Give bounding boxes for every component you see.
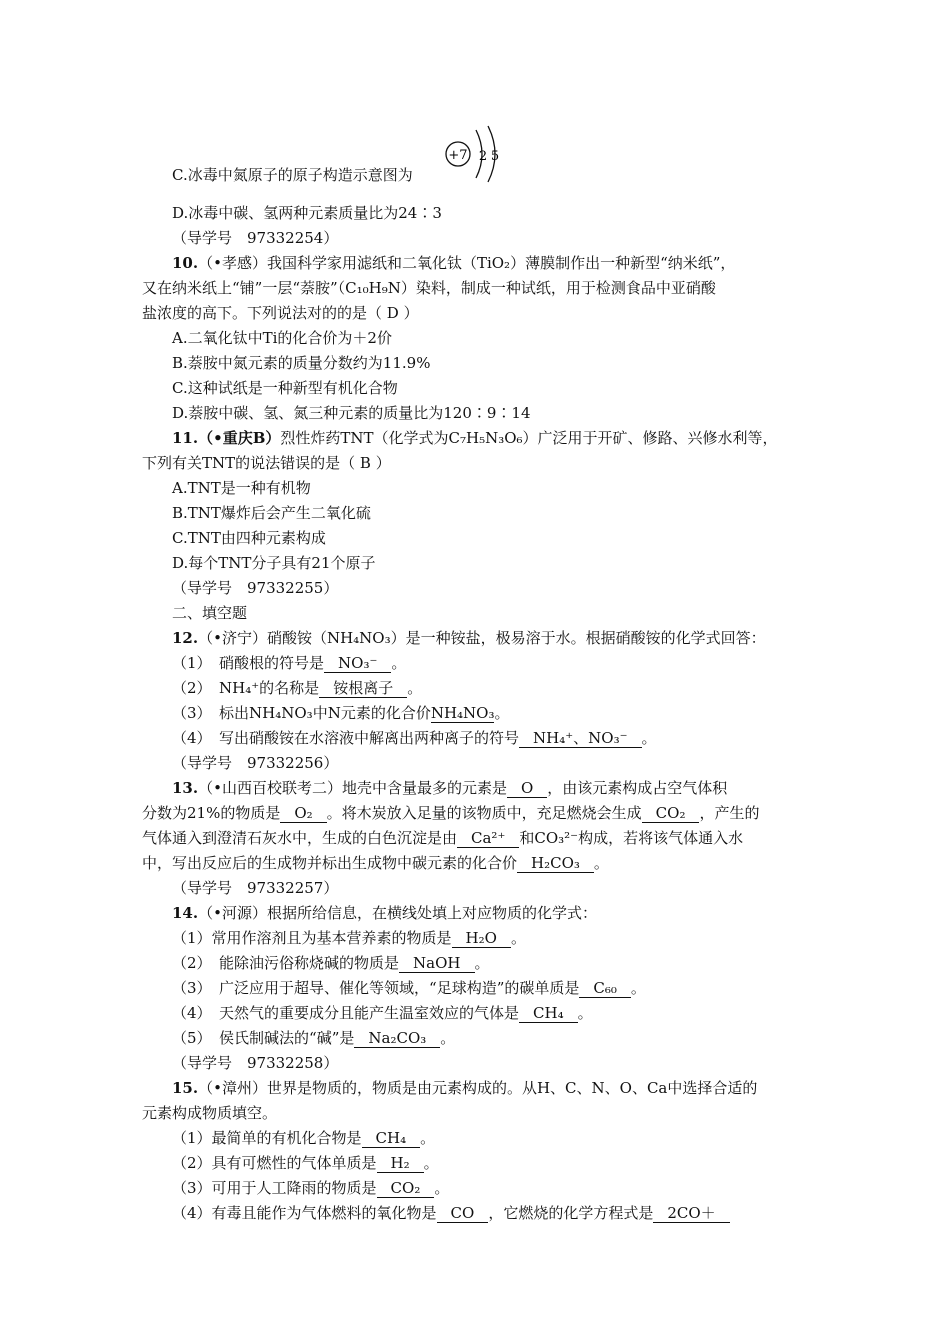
q13-text6: 气体通入到澄清石灰水中，生成的白色沉淀是由 [142, 829, 458, 847]
q9-option-d: D.冰毒中碳、氢两种元素质量比为24∶3 [172, 204, 442, 222]
q14-prompt5: （5） 侯氏制碱法的“碱”是 [172, 1029, 355, 1047]
q12-answer2: 铵根离子 [319, 680, 407, 698]
q14-answer2: NaOH [399, 955, 474, 973]
q13-text2: ，由该元素构成占空气体积 [547, 779, 728, 797]
q14-text1: （•河源）根据所给信息，在横线处填上对应物质的化学式： [198, 904, 597, 922]
q13-answer1: O [507, 780, 547, 798]
q13-answer2: O₂ [280, 805, 326, 823]
q14-prompt2: （2） 能除油污俗称烧碱的物质是 [172, 954, 400, 972]
q14-part3 [172, 978, 646, 998]
q11-option-a: A.TNT是一种有机物 [172, 479, 311, 497]
q15-part1 [172, 1128, 435, 1148]
q14-prompt3: （3） 广泛应用于超导、催化等领域，“足球构造”的碳单质是 [172, 979, 580, 997]
q10-text1: （•孝感）我国科学家用滤纸和二氧化钛（TiO₂）薄膜制作出一种新型“纳米纸”， [198, 254, 736, 272]
q13-line3 [142, 828, 743, 848]
q10-option-c: C.这种试纸是一种新型有机化合物 [172, 379, 398, 397]
q13-answer3: CO₂ [642, 805, 700, 823]
q12-part2 [172, 678, 422, 698]
q11-ref: （导学号 97332255） [172, 579, 339, 597]
q14-answer4: CH₄ [519, 1005, 578, 1023]
q15-text1: （•漳州）世界是物质的，物质是由元素构成的。从H、C、N、O、Ca中选择合适的 [198, 1079, 758, 1097]
q12-text1: （•济宁）硝酸铵（NH₄NO₃）是一种铵盐，极易溶于水。根据硝酸铵的化学式回答： [198, 629, 766, 647]
q12-answer4: NH₄⁺、NO₃⁻ [519, 730, 642, 748]
q11-line1 [172, 428, 778, 448]
q11-text1: 烈性炸药TNT（化学式为C₇H₅N₃O₆）广泛用于开矿、修路、兴修水利等， [280, 429, 778, 447]
period: 。 [593, 854, 609, 872]
q11-line2: 下列有关TNT的说法错误的是（ B ） [142, 454, 391, 472]
q15-number: 15. [172, 1079, 199, 1097]
q14-part4 [172, 1003, 593, 1023]
q10-line1 [172, 253, 735, 273]
q12-prompt3: （3） 标出NH₄NO₃中N元素的化合价 [172, 704, 431, 722]
q11-number: 11. [172, 429, 199, 447]
q11-option-c: C.TNT由四种元素构成 [172, 529, 326, 547]
q12-answer3: NH₄NO₃ [430, 704, 495, 722]
period: 。 [420, 1129, 436, 1147]
q13-line2 [142, 803, 759, 823]
q14-number: 14. [172, 904, 199, 922]
period: 。 [391, 654, 407, 672]
q13-text1: （•山西百校联考二）地壳中含量最多的元素是 [198, 779, 507, 797]
q13-text4: 。将木炭放入足量的该物质中，充足燃烧会生成 [326, 804, 642, 822]
period: 。 [577, 1004, 593, 1022]
q13-text8: 中，写出反应后的生成物并标出生成物中碳元素的化合价 [142, 854, 518, 872]
q14-line1 [172, 903, 597, 923]
q14-answer3: C₆₀ [579, 980, 631, 998]
q9-option-c: C.冰毒中氮原子的原子构造示意图为 [172, 166, 413, 184]
q15-part2 [172, 1153, 439, 1173]
q15-part4 [172, 1203, 730, 1223]
electron-shell-1-count: 2 [478, 149, 488, 164]
q14-prompt1: （1）常用作溶剂且为基本营养素的物质是 [172, 929, 452, 947]
period: 。 [510, 929, 526, 947]
q12-prompt1: （1） 硝酸根的符号是 [172, 654, 325, 672]
period: 。 [630, 979, 646, 997]
q14-answer5: Na₂CO₃ [354, 1030, 440, 1048]
nucleus-charge: +7 [448, 148, 468, 163]
period: 。 [494, 704, 510, 722]
nitrogen-atom-structure-diagram [442, 122, 512, 186]
q12-part1 [172, 653, 406, 673]
q15-part3 [172, 1178, 449, 1198]
q15-line1 [172, 1078, 757, 1098]
q15-prompt3: （3）可用于人工降雨的物质是 [172, 1179, 377, 1197]
q12-line1 [172, 628, 766, 648]
q15-answer1: CH₄ [362, 1130, 421, 1148]
period: 。 [641, 729, 657, 747]
q10-option-d: D.萘胺中碳、氢、氮三种元素的质量比为120∶9∶14 [172, 404, 531, 422]
q10-number: 10. [172, 254, 199, 272]
period: 。 [423, 1154, 439, 1172]
q14-prompt4: （4） 天然气的重要成分且能产生温室效应的气体是 [172, 1004, 520, 1022]
q9-ref: （导学号 97332254） [172, 229, 339, 247]
section-heading: 二、填空题 [172, 604, 248, 622]
q11-source: （•重庆B） [198, 429, 281, 447]
q13-text3: 分数为21%的物质是 [142, 804, 281, 822]
q12-ref: （导学号 97332256） [172, 754, 339, 772]
q12-part3 [172, 703, 510, 723]
q12-prompt2: （2） NH₄⁺的名称是 [172, 679, 320, 697]
q12-number: 12. [172, 629, 199, 647]
q10-line2: 又在纳米纸上“铺”一层“萘胺”（C₁₀H₉N）染料，制成一种试纸，用于检测食品中亚硝酸 [142, 279, 716, 297]
q10-line3: 盐浓度的高下。下列说法对的的是（ D ） [142, 304, 419, 322]
q13-line4 [142, 853, 609, 873]
electron-shell-2-count: 5 [490, 149, 500, 164]
q13-text5: ，产生的 [699, 804, 760, 822]
q13-ref: （导学号 97332257） [172, 879, 339, 897]
q15-answer2: H₂ [377, 1155, 424, 1173]
q15-prompt1: （1）最简单的有机化合物是 [172, 1129, 362, 1147]
q10-option-a: A.二氧化钛中Ti的化合价为＋2价 [172, 329, 392, 347]
q14-ref: （导学号 97332258） [172, 1054, 339, 1072]
q12-prompt4: （4） 写出硝酸铵在水溶液中解离出两种离子的符号 [172, 729, 520, 747]
period: 。 [474, 954, 490, 972]
q14-part1 [172, 928, 526, 948]
q15-text4: ，它燃烧的化学方程式是 [488, 1204, 654, 1222]
q13-answer4: Ca²⁺ [457, 830, 519, 848]
period: 。 [407, 679, 423, 697]
q15-answer4: CO [437, 1205, 489, 1223]
q15-answer5: 2CO＋ [653, 1205, 729, 1223]
q12-answer1: NO₃⁻ [324, 655, 391, 673]
q13-answer5: H₂CO₃ [517, 855, 594, 873]
q13-line1 [172, 778, 727, 798]
q15-answer3: CO₂ [377, 1180, 435, 1198]
q12-part4 [172, 728, 657, 748]
q11-option-b: B.TNT爆炸后会产生二氧化硫 [172, 504, 371, 522]
q14-part2 [172, 953, 490, 973]
period: 。 [434, 1179, 450, 1197]
q11-option-d: D.每个TNT分子具有21个原子 [172, 554, 376, 572]
q13-text7: 和CO₃²⁻构成，若将该气体通入水 [519, 829, 744, 847]
q15-prompt2: （2）具有可燃性的气体单质是 [172, 1154, 377, 1172]
q15-line2: 元素构成物质填空。 [142, 1104, 278, 1122]
q14-part5 [172, 1028, 455, 1048]
q14-answer1: H₂O [452, 930, 511, 948]
q13-number: 13. [172, 779, 199, 797]
q10-option-b: B.萘胺中氮元素的质量分数约为11.9% [172, 354, 431, 372]
period: 。 [440, 1029, 456, 1047]
q15-prompt4: （4）有毒且能作为气体燃料的氧化物是 [172, 1204, 437, 1222]
